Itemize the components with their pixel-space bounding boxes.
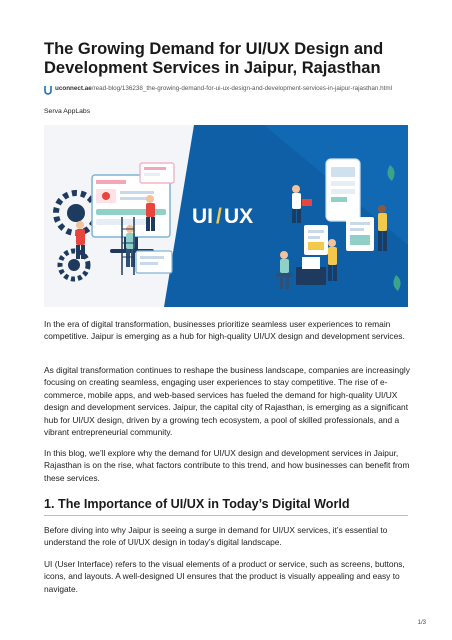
intro-paragraph-1: In the era of digital transformation, businesses prioritize seamless user experiences to remain competitive. Jaipur is emerging as a hub for high-quality UI/UX design and development services. — [44, 319, 405, 342]
page-number: 1/3 — [417, 620, 426, 626]
source-domain: uconnect.ae — [55, 85, 92, 92]
intro-paragraph-3: In this blog, we’ll explore why the demand for UI/UX design and development services in Jaipur, Rajasthan is on the rise, what factors contribute to this trend, and how businesses can benefit from these services. — [44, 448, 410, 483]
document-title: The Growing Demand for UI/UX Design and Development Services in Jaipur, Rajasthan — [44, 40, 384, 77]
person-head — [76, 221, 84, 229]
hero-label-ui: UI — [192, 205, 213, 228]
hero-label-separator: / — [216, 205, 222, 228]
source-path: /read-blog/136238_the-growing-demand-for-ui-ux-design-and-development-services-in-jaipur-rajasthan.html — [91, 85, 393, 92]
section-paragraph-2: UI (User Interface) refers to the visual elements of a product or service, such as screens, buttons, icons, and layouts. A well-designed UI ensures that the product is visually appealing and easy to navigate. — [44, 559, 405, 594]
section-paragraph-1: Before diving into why Jaipur is seeing a surge in demand for UI/UX services, it’s essential to understand the role of UI/UX design in today’s digital landscape. — [44, 525, 388, 548]
check-icon — [102, 192, 110, 200]
hero-illustration — [44, 125, 408, 307]
hero-label-ux: UX — [224, 205, 254, 228]
source-url[interactable] — [55, 84, 415, 94]
section-heading-rule — [44, 515, 408, 516]
author-name: Serva AppLabs — [44, 108, 91, 115]
uconnect-logo-icon — [44, 85, 52, 95]
intro-paragraph-2: As digital transformation continues to reshape the business landscape, companies are increasingly focusing on creating seamless, engaging user experiences to stay competitive. The rise of e-commerce, mobile apps, and web-based services has fueled the demand for high-quality UI/UX design and development services. Jaipur, the capital city of Rajasthan, is emerging as a significant hub for UI/UX design, driven by a growing tech ecosystem, a pool of skilled professionals, and a vibrant entrepreneurial community. — [44, 365, 410, 438]
section-heading: 1. The Importance of UI/UX in Today’s Digital World — [44, 497, 350, 511]
